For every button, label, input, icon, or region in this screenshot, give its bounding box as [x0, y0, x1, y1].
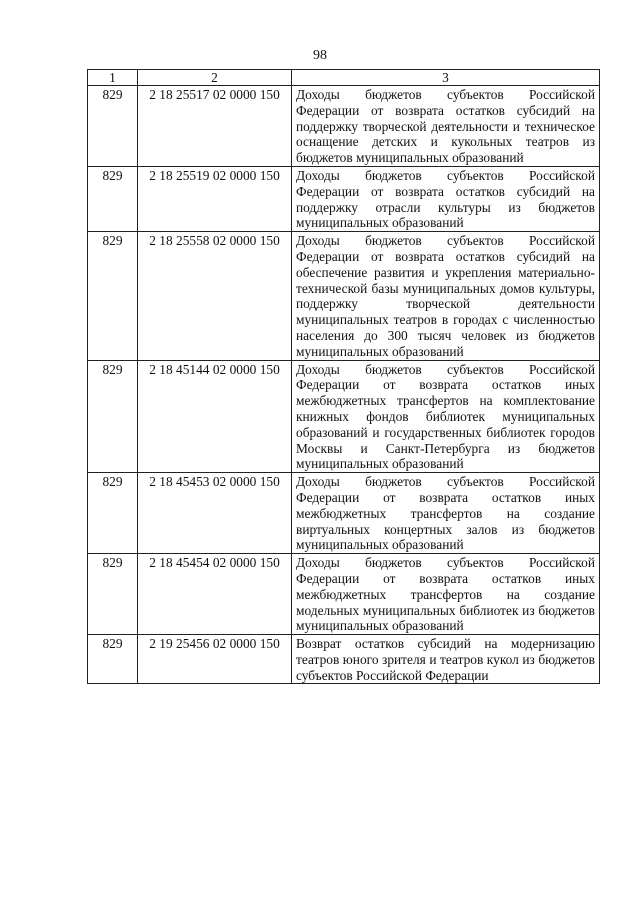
revenue-description-cell: Доходы бюджетов субъектов Российской Федерации от возврата остатков иных межбюджетных трансфертов на создание виртуальных концертных залов из бюджетов муниципальных образований — [292, 473, 600, 554]
table-body — [88, 86, 600, 684]
budget-classification-code-cell: 2 18 45453 02 0000 150 — [138, 473, 292, 554]
page-number: 98 — [313, 48, 327, 63]
column-header-3: 3 — [292, 70, 600, 86]
revenue-description-cell: Доходы бюджетов субъектов Российской Федерации от возврата остатков субсидий на обеспечение развития и укрепления материально-технической базы муниципальных домов культуры, поддержку творческой деятельности муниципальных театров в городах с численностью населения до 300 тысяч человек из бюджетов муниципальных образований — [292, 232, 600, 360]
admin-code-cell: 829 — [88, 360, 138, 473]
budget-classification-code-cell: 2 18 45454 02 0000 150 — [138, 554, 292, 635]
table-row — [88, 166, 600, 231]
admin-code-cell: 829 — [88, 554, 138, 635]
revenue-description-cell: Возврат остатков субсидий на модернизацию театров юного зрителя и театров кукол из бюджетов субъектов Российской Федерации — [292, 635, 600, 684]
revenue-description-cell: Доходы бюджетов субъектов Российской Федерации от возврата остатков иных межбюджетных трансфертов на комплектование книжных фондов библиотек муниципальных образований и государственных библиотек городов Москвы и Санкт-Петербурга из бюджетов муниципальных образований — [292, 360, 600, 473]
table-row — [88, 473, 600, 554]
revenue-description-cell: Доходы бюджетов субъектов Российской Федерации от возврата остатков субсидий на поддержку отрасли культуры из бюджетов муниципальных образований — [292, 166, 600, 231]
column-header-1: 1 — [88, 70, 138, 86]
budget-classification-code-cell: 2 18 45144 02 0000 150 — [138, 360, 292, 473]
column-header-2: 2 — [138, 70, 292, 86]
table-row — [88, 232, 600, 360]
budget-classification-code-cell: 2 18 25558 02 0000 150 — [138, 232, 292, 360]
admin-code-cell: 829 — [88, 86, 138, 167]
admin-code-cell: 829 — [88, 473, 138, 554]
admin-code-cell: 829 — [88, 166, 138, 231]
budget-classification-code-cell: 2 18 25517 02 0000 150 — [138, 86, 292, 167]
budget-classification-code-cell: 2 19 25456 02 0000 150 — [138, 635, 292, 684]
revenue-description-cell: Доходы бюджетов субъектов Российской Федерации от возврата остатков субсидий на поддержку творческой деятельности и техническое оснащение детских и кукольных театров из бюджетов муниципальных образований — [292, 86, 600, 167]
admin-code-cell: 829 — [88, 232, 138, 360]
table-header — [88, 70, 600, 86]
budget-classification-code-cell: 2 18 25519 02 0000 150 — [138, 166, 292, 231]
table-row — [88, 360, 600, 473]
revenue-description-cell: Доходы бюджетов субъектов Российской Федерации от возврата остатков иных межбюджетных трансфертов на создание модельных муниципальных библиотек из бюджетов муниципальных образований — [292, 554, 600, 635]
table-row — [88, 86, 600, 167]
table-row — [88, 554, 600, 635]
budget-revenue-table — [87, 69, 600, 684]
header-row — [88, 70, 600, 86]
table-row — [88, 635, 600, 684]
admin-code-cell: 829 — [88, 635, 138, 684]
